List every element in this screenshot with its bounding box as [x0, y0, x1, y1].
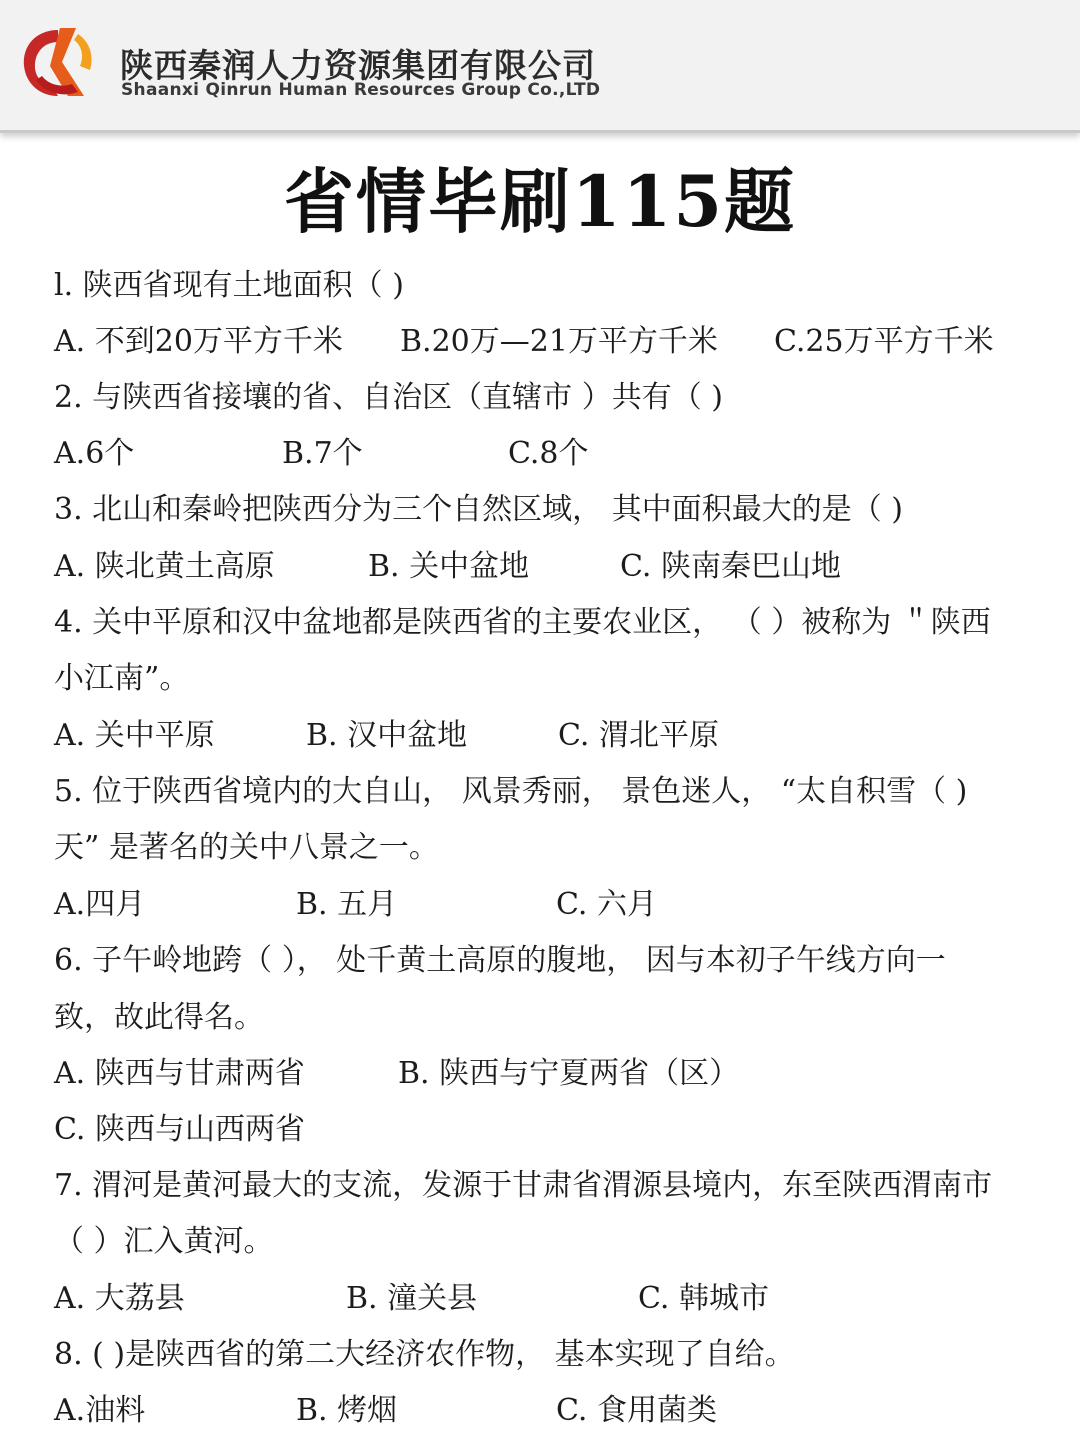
question-2-text: 2. 与陕西省接壤的省、自治区（直辖市 ）共有（ ) [54, 380, 723, 415]
question-4-text-line-1: 4. 关中平原和汉中盆地都是陕西省的主要农业区， （ ）被称为 ＂陕西 [54, 605, 991, 640]
option-c: C. 陕南秦巴山地 [620, 549, 841, 584]
option-a: A. 不到20万平方千米 [54, 324, 343, 359]
question-5-text-line-1: 5. 位于陕西省境内的大自山， 风景秀丽， 景色迷人， “太自积雪（ ) [54, 774, 968, 809]
option-b: B. 关中盆地 [368, 549, 530, 584]
question-6-text-line-1: 6. 子午岭地跨（ ）， 处千黄土高原的腹地， 因与本初子午线方向一 [54, 943, 946, 978]
option-c: C. 食用菌类 [556, 1393, 717, 1428]
question-7-text-line-1: 7. 渭河是黄河最大的支流，发源于甘肃省渭源县境内，东至陕西渭南市 [54, 1168, 993, 1203]
question-5-text-line-2: 天” 是著名的关中八景之一。 [54, 830, 439, 865]
company-name-en: Shaanxi Qinrun Human Resources Group Co.,LTD [121, 80, 601, 100]
option-b: B. 陕西与宁夏两省（区） [398, 1056, 740, 1091]
option-a: A. 陕北黄土高原 [54, 549, 275, 584]
option-a: A.油料 [54, 1393, 146, 1428]
question-2-options [54, 426, 1034, 482]
question-8-options [54, 1383, 1034, 1439]
option-a: A.四月 [54, 887, 146, 922]
company-name-cn: 陕西秦润人力资源集团有限公司 [120, 46, 596, 85]
option-b: B. 汉中盆地 [306, 718, 468, 753]
option-b: B.20万—21万平方千米 [400, 324, 718, 359]
option-c: C.8个 [508, 436, 589, 471]
option-b: B. 烤烟 [296, 1393, 398, 1428]
option-a: A. 关中平原 [54, 718, 215, 753]
question-8-text: 8. ( )是陕西省的第二大经济农作物， 基本实现了自给。 [54, 1337, 795, 1372]
option-a: A. 陕西与甘肃两省 [54, 1056, 305, 1091]
question-7-text-line-2: （ ）汇入黄河。 [54, 1224, 274, 1259]
question-3-text: 3. 北山和秦岭把陕西分为三个自然区域， 其中面积最大的是（ ) [54, 492, 903, 527]
option-b: B. 潼关县 [346, 1281, 478, 1316]
option-a: A. 大荔县 [54, 1281, 185, 1316]
option-c: C. 渭北平原 [558, 718, 719, 753]
question-4-text-line-2: 小江南”。 [54, 661, 190, 696]
question-4-options [54, 708, 1034, 764]
page-title: 省情毕刷115题 [283, 160, 797, 243]
question-6-option-c: C. 陕西与山西两省 [54, 1112, 305, 1147]
question-1-options [54, 314, 1034, 370]
question-6-options [54, 1046, 1034, 1102]
option-c: C. 六月 [556, 887, 657, 922]
option-b: B.7个 [282, 436, 363, 471]
option-a: A.6个 [54, 436, 135, 471]
option-c: C. 韩城市 [638, 1281, 769, 1316]
option-c: C.25万平方千米 [774, 324, 994, 359]
question-1-text: l. 陕西省现有土地面积（ ) [54, 268, 404, 303]
question-7-options [54, 1271, 1034, 1327]
option-b: B. 五月 [296, 887, 398, 922]
company-header [0, 0, 1080, 133]
company-logo-icon [18, 22, 98, 102]
question-5-options [54, 877, 1034, 933]
question-3-options [54, 539, 1034, 595]
question-6-text-line-2: 致，故此得名。 [54, 1000, 264, 1035]
